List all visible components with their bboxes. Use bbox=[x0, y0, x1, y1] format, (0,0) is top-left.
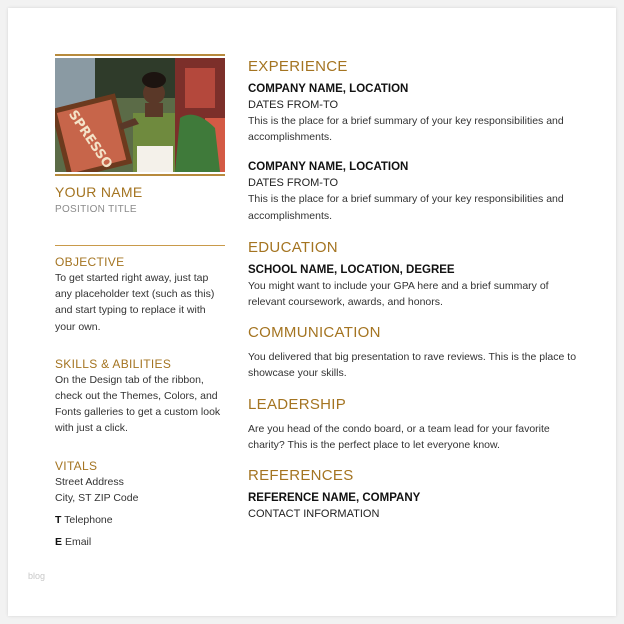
skills-section bbox=[55, 357, 227, 437]
job-company: COMPANY NAME, LOCATION bbox=[248, 83, 409, 95]
skills-text: On the Design tab of the ribbon, check out the Themes, Colors, and Fonts galleries to get a custom look with just a click. bbox=[55, 373, 221, 435]
references-heading: REFERENCES bbox=[248, 467, 354, 485]
vitals-section bbox=[55, 459, 227, 551]
sign-text: SPRESSO bbox=[65, 107, 115, 172]
objective-section bbox=[55, 255, 227, 335]
job-company: COMPANY NAME, LOCATION bbox=[248, 161, 409, 174]
communication-text: You delivered that big presentation to rave reviews. This is the place to showcase your skills. bbox=[248, 351, 577, 380]
watermark: blog bbox=[28, 571, 46, 581]
job-dates: DATES FROM-TO bbox=[248, 177, 339, 190]
left-divider bbox=[55, 245, 225, 246]
resume-page bbox=[8, 8, 616, 616]
photo-frame bbox=[55, 54, 225, 176]
email-value: Email bbox=[64, 536, 92, 549]
reference-name: REFERENCE NAME, COMPANY bbox=[248, 492, 421, 505]
education-heading: EDUCATION bbox=[248, 238, 338, 256]
vitals-heading: VITALS bbox=[55, 458, 98, 473]
telephone-line bbox=[55, 512, 227, 528]
reference-contact: CONTACT INFORMATION bbox=[248, 508, 380, 521]
skills-heading: SKILLS & ABILITIES bbox=[55, 356, 172, 371]
education-text: You might want to include your GPA here and a brief summary of relevant coursework, awards, and honors. bbox=[248, 279, 549, 309]
left-column bbox=[55, 54, 227, 550]
right-column bbox=[248, 58, 588, 520]
profile-photo bbox=[55, 58, 225, 172]
references-section bbox=[248, 467, 588, 520]
street-address: Street Address bbox=[55, 475, 124, 488]
email-line bbox=[55, 534, 227, 550]
email-label: E bbox=[55, 536, 63, 549]
objective-heading: OBJECTIVE bbox=[55, 255, 125, 269]
communication-section bbox=[248, 324, 588, 381]
leadership-text: Are you head of the condo board, or a team lead for your favorite charity? This is the perfect place to let everyone know. bbox=[248, 422, 550, 451]
city-zip: City, ST ZIP Code bbox=[55, 491, 139, 504]
job-entry bbox=[248, 83, 588, 145]
job-summary: This is the place for a brief summary of your key responsibilities and accomplishments. bbox=[248, 115, 564, 144]
your-name: YOUR NAME bbox=[55, 184, 143, 200]
experience-heading: EXPERIENCE bbox=[248, 58, 348, 75]
job-summary: This is the place for a brief summary of your key responsibilities and accomplishments. bbox=[248, 193, 564, 222]
objective-text: To get started right away, just tap any placeholder text (such as this) and start typing to replace it with your own. bbox=[55, 272, 215, 333]
communication-heading: COMMUNICATION bbox=[248, 324, 381, 342]
photo-illustration bbox=[55, 58, 225, 172]
leadership-section bbox=[248, 396, 588, 453]
education-section bbox=[248, 239, 588, 310]
leadership-heading: LEADERSHIP bbox=[248, 395, 347, 413]
telephone-label: T bbox=[55, 514, 62, 527]
position-title: POSITION TITLE bbox=[55, 204, 137, 215]
job-dates: DATES FROM-TO bbox=[248, 99, 339, 111]
telephone-value: Telephone bbox=[64, 514, 113, 527]
job-entry bbox=[248, 161, 588, 223]
experience-section bbox=[248, 58, 588, 224]
school-name: SCHOOL NAME, LOCATION, DEGREE bbox=[248, 263, 455, 276]
